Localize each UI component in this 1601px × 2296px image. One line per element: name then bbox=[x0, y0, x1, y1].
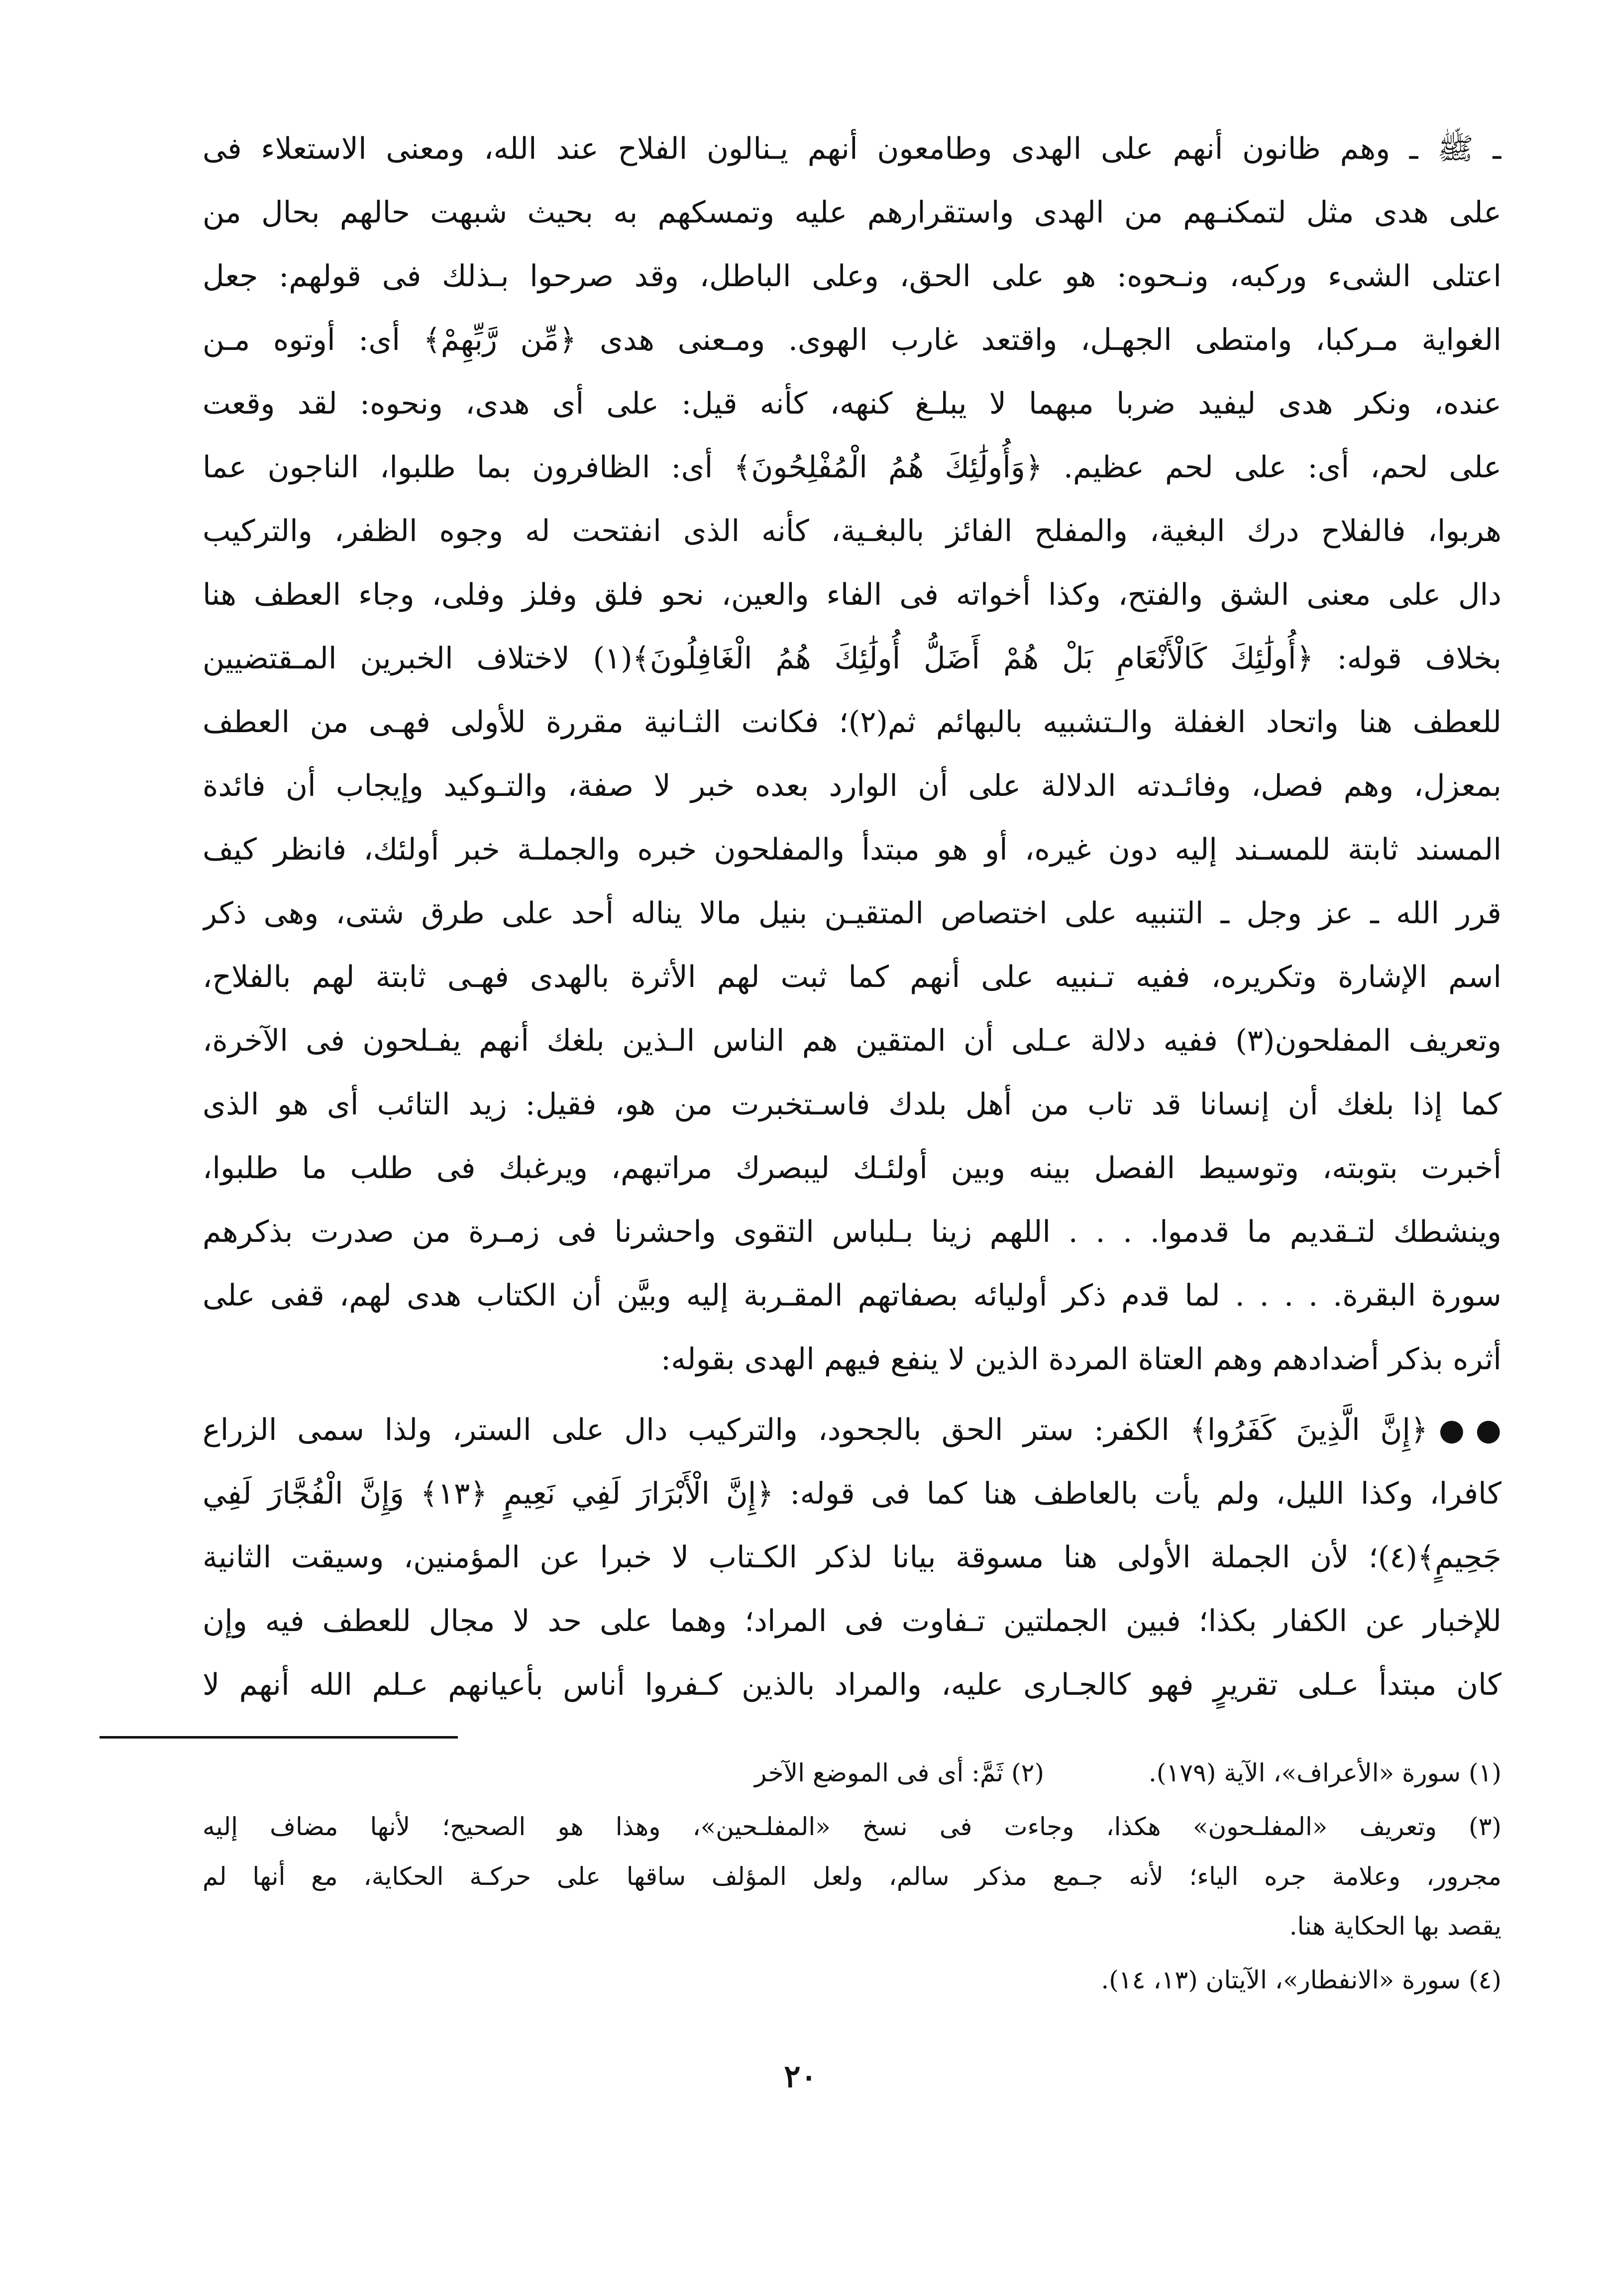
text-line: وينشطك لتـقديم ما قدموا. . . . اللهم زينا بـلباس التقوى واحشرنا فى زمـرة من صدرت بذكرهم bbox=[203, 1214, 1501, 1249]
text-line: كافرا، وكذا الليل، ولم يأت بالعاطف هنا كما فى قوله: ﴿إِنَّ الْأَبْرَارَ لَفِي نَعِيمٍ ﴿١٣﴾ وَإِنَّ الْفُجَّارَ لَفِي bbox=[203, 1476, 1501, 1511]
text-line: للإخبار عن الكفار بكذا؛ فبين الجملتين تـفاوت فى المراد؛ وهما على حد لا مجال للعطف فيه وإن bbox=[203, 1604, 1501, 1639]
text-line: اسم الإشارة وتكريره، ففيه تـنبيه على أنهم كما ثبت لهم الأثرة بالهدى فهـى ثابتة لهم بالفلاح، bbox=[203, 960, 1501, 994]
text-line: على لحم، أى: على لحم عظيم. ﴿وَأُولَٰئِكَ هُمُ الْمُفْلِحُونَ﴾ أى: الظافرون بما طلبوا، الناجون عما bbox=[203, 450, 1501, 485]
footnote-line: يقصد بها الحكاية هنا. bbox=[1289, 1912, 1501, 1941]
footnote-1: (١) سورة «الأعراف»، الآية (١٧٩). bbox=[1148, 1758, 1501, 1787]
text-line: دال على معنى الشق والفتح، وكذا أخواته فى الفاء والعين، نحو فلق وفلز وفلى، وجاء العطف هنا bbox=[203, 577, 1501, 612]
text-line: كما إذا بلغك أن إنسانا قد تاب من أهل بلدك فاسـتخبرت من هو، فقيل: زيد التائب أى هو الذى bbox=[203, 1087, 1501, 1122]
text-line: على هدى مثل لتمكنـهم من الهدى واستقرارهم عليه وتمسكهم به بحيث شبهت حالهم بحال من bbox=[203, 195, 1501, 230]
text-line: وتعريف المفلحون(٣) ففيه دلالة عـلى أن المتقين هم الناس الـذين بلغك أنهم يفـلحون فى الآخرة، bbox=[203, 1023, 1501, 1058]
text-line: للعطف هنا واتحاد الغفلة والـتشبيه بالبهائم ثم(٢)؛ فكانت الثـانية مقررة للأولى فهـى من العطف bbox=[203, 705, 1501, 740]
footnote-2: (٢) ثَمَّ: أى فى الموضع الآخر bbox=[754, 1758, 1044, 1787]
main-text bbox=[203, 117, 1501, 1717]
footnote-3 bbox=[203, 1802, 1501, 1951]
text-line: هربوا، فالفلاح درك البغية، والمفلح الفائز بالبغـية، كأنه الذى انفتحت له وجوه الظفر، والتركيب bbox=[203, 514, 1501, 548]
footnote-line: (٣) وتعريف «المفلـحون» هكذا، وجاءت فى نسخ «المفلـحين»، وهذا هو الصحيح؛ لأنها مضاف إليه bbox=[203, 1812, 1501, 1841]
text-line: كان مبتدأ عـلى تقريرٍ فهو كالجـارى عليه، والمراد بالذين كـفروا أناس بأعيانهم عـلم الله أنهم لا bbox=[203, 1667, 1501, 1702]
text-line: اعتلى الشىء وركبه، ونـحوه: هو على الحق، وعلى الباطل، وقد صرحوا بـذلك فى قولهم: جعل bbox=[203, 259, 1501, 294]
text-line: سورة البقرة. . . . . لما قدم ذكر أوليائه بصفاتهم المقـربة إليه وبيَّن أن الكتاب هدى لهم، قفى على bbox=[203, 1278, 1501, 1313]
text-line: ـ ﷺ ـ وهم ظانون أنهم على الهدى وطامعون أنهم يـنالون الفلاح عند الله، ومعنى الاستعلاء فى bbox=[203, 131, 1501, 166]
footnote-4: (٤) سورة «الانفطار»، الآيتان (١٣، ١٤). bbox=[1101, 1966, 1501, 1994]
footnote-row-1-2 bbox=[203, 1748, 1501, 1798]
paragraph-2 bbox=[203, 1398, 1501, 1717]
text-line: ●●﴿إِنَّ الَّذِينَ كَفَرُوا﴾ الكفر: ستر الحق بالجحود، والتركيب دال على الستر، ولذا سمى الزراع bbox=[203, 1413, 1501, 1447]
text-line: أثره بذكر أضدادهم وهم العتاة المردة الذين لا ينفع فيهم الهدى بقوله: bbox=[660, 1342, 1501, 1377]
text-line: جَحِيمٍ﴾(٤)؛ لأن الجملة الأولى هنا مسوقة بيانا لذكر الكـتاب لا خبرا عن المؤمنين، وسيقت الثانية bbox=[203, 1540, 1501, 1575]
paragraph-break bbox=[203, 1391, 1501, 1398]
text-line: أخبرت بتوبته، وتوسيط الفصل بينه وبين أولئـك ليبصرك مراتبهم، ويرغبك فى طلب ما طلبوا، bbox=[203, 1151, 1501, 1186]
page-number: ٢٠ bbox=[784, 2058, 817, 2094]
text-line: الغواية مـركبا، وامتطى الجهـل، واقتعد غارب الهوى. ومـعنى هدى ﴿مِّن رَّبِّهِمْ﴾ أى: أوتوه مـن bbox=[203, 323, 1501, 357]
footnote-divider bbox=[100, 1736, 458, 1739]
text-line: قرر الله ـ عز وجل ـ التنبيه على اختصاص المتقيـن بنيل مالا يناله أحد على طرق شتى، وهى ذكر bbox=[203, 896, 1501, 931]
text-line: المسند ثابتة للمسـند إليه دون غيره، أو هو مبتدأ والمفلحون خبره والجملـة خبر أولئك، فانظر كيف bbox=[203, 832, 1501, 867]
paragraph-1 bbox=[203, 117, 1501, 1391]
text-line: بخلاف قوله: ﴿أُولَٰئِكَ كَالْأَنْعَامِ بَلْ هُمْ أَضَلُّ أُولَٰئِكَ هُمُ الْغَافِلُونَ﴾(١) لاختلاف الخبرين المـقتضيين bbox=[203, 641, 1501, 676]
text-line: عنده، ونكر هدى ليفيد ضربا مبهما لا يبلـغ كنهه، كأنه قيل: على أى هدى، ونحوه: لقد وقعت bbox=[203, 386, 1501, 421]
footnotes bbox=[203, 1748, 1501, 2005]
footnote-line: مجرور، وعلامة جره الياء؛ لأنه جـمع مذكر سالم، ولعل المؤلف ساقها على حركـة الحكاية، مع أنها لم bbox=[203, 1862, 1501, 1891]
text-line: بمعزل، وهم فصل، وفائـدته الدلالة على أن الوارد بعده خبر لا صفة، والتـوكيد وإيجاب أن فائدة bbox=[203, 768, 1501, 803]
